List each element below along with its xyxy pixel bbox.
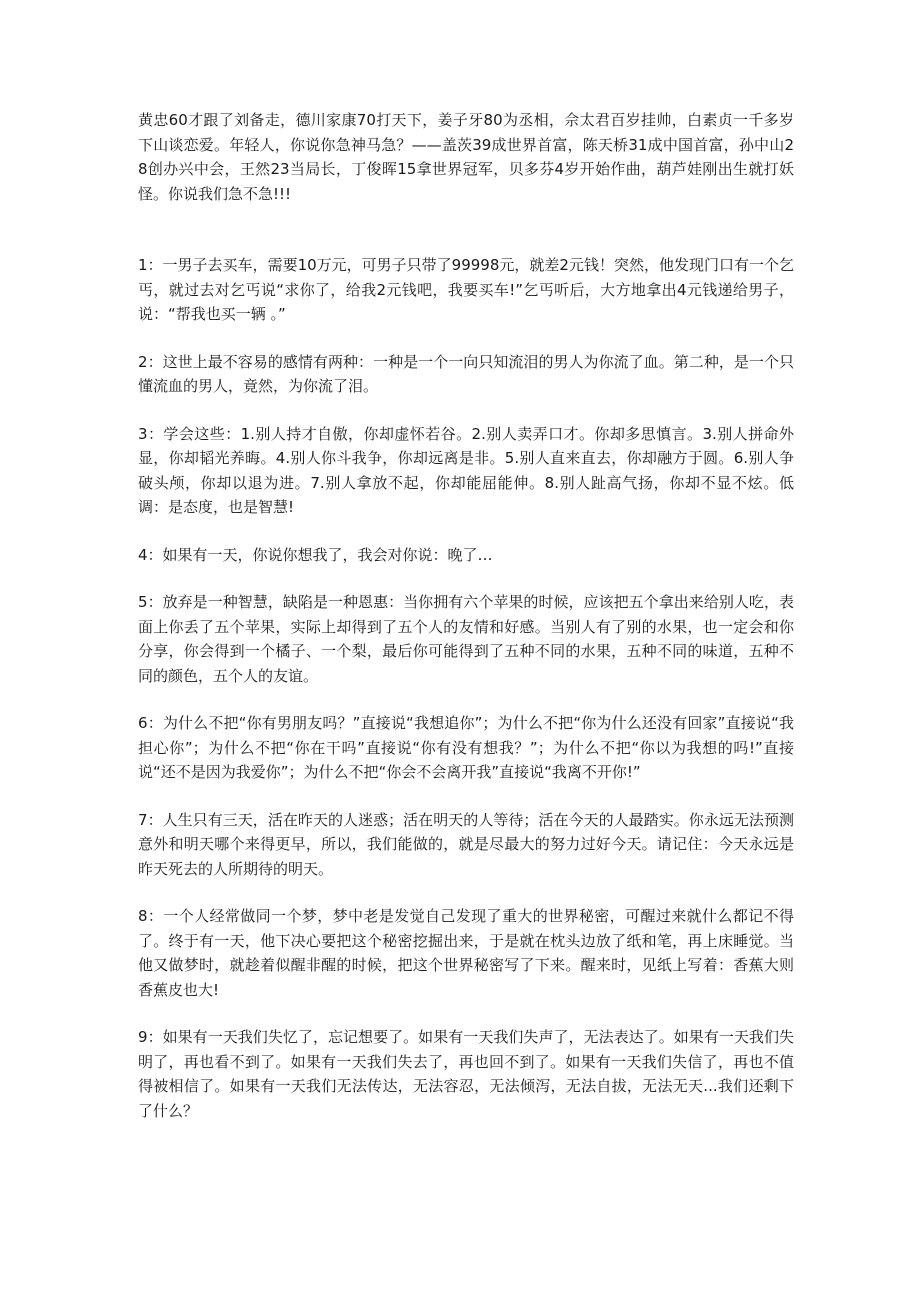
paragraph-1: 1：一男子去买车，需要10万元，可男子只带了99998元，就差2元钱！突然，他发现门口有一个乞丐，就过去对乞丐说“求你了，给我2元钱吧，我要买车!”乞丐听后，大方地拿出4元钱递给男子，说：“帮我也买一辆 。” (138, 256, 794, 323)
paragraph-5: 5：放弃是一种智慧，缺陷是一种恩惠：当你拥有六个苹果的时候，应该把五个拿出来给别人吃，表面上你丢了五个苹果，实际上却得到了五个人的友情和好感。当别人有了别的水果，也一定会和你分享，你会得到一个橘子、一个梨，最后你可能得到了五种不同的水果，五种不同的味道，五种不同的颜色，五个人的友谊。 (138, 593, 794, 685)
paragraph-3: 3：学会这些：1.别人持才自傲，你却虚怀若谷。2.别人卖弄口才。你却多思慎言。3.别人拼命外显，你却韬光养晦。4.别人你斗我争，你却远离是非。5.别人直来直去，你却融方于圆。6.别人争破头颅，你却以退为进。7.别人拿放不起，你却能屈能伸。8.别人趾高气扬，你却不显不炫。低调：是态度，也是智慧! (138, 424, 794, 516)
paragraph-8: 8：一个人经常做同一个梦，梦中老是发觉自己发现了重大的世界秘密，可醒过来就什么都记不得了。终于有一天，他下决心要把这个秘密挖掘出来，于是就在枕头边放了纸和笔，再上床睡觉。当他又做梦时，就趁着似醒非醒的时候，把这个世界秘密写了下来。醒来时，见纸上写着：香蕉大则香蕉皮也大! (138, 907, 794, 999)
paragraph-4: 4：如果有一天，你说你想我了，我会对你说：晚了… (138, 545, 493, 564)
paragraph-9: 9：如果有一天我们失忆了，忘记想要了。如果有一天我们失声了，无法表达了。如果有一天我们失明了，再也看不到了。如果有一天我们失去了，再也回不到了。如果有一天我们失信了，再也不值得被相信了。如果有一天我们无法传达，无法容忍，无法倾泻，无法自拔，无法无天...我们还剩下了什么？ (138, 1028, 794, 1120)
paragraph-6: 6：为什么不把“你有男朋友吗？”直接说“我想追你”；为什么不把“你为什么还没有回家”直接说“我担心你”；为什么不把“你在干吗”直接说“你有没有想我？”；为什么不把“你以为我想的吗!”直接说“还不是因为我爱你”；为什么不把“你会不会离开我”直接说“我离不开你!” (138, 714, 794, 781)
intro-paragraph: 黄忠60才跟了刘备走，德川家康70打天下，姜子牙80为丞相，佘太君百岁挂帅，白素贞一千多岁下山谈恋爱。年轻人，你说你急神马急？——盖茨39成世界首富，陈天桥31成中国首富，孙中山28创办兴中会，王然23当局长，丁俊晖15拿世界冠军，贝多芬4岁开始作曲，葫芦娃刚出生就打妖怪。你说我们急不急!!! (138, 111, 794, 203)
document-page (138, 108, 794, 1146)
paragraph-7: 7：人生只有三天，活在昨天的人迷惑；活在明天的人等待；活在今天的人最踏实。你永远无法预测意外和明天哪个来得更早，所以，我们能做的，就是尽最大的努力过好今天。请记住：今天永远是昨天死去的人所期待的明天。 (138, 810, 794, 878)
paragraph-2: 2：这世上最不容易的感情有两种：一种是一个一向只知流泪的男人为你流了血。第二种，是一个只懂流血的男人，竟然，为你流了泪。 (138, 352, 794, 395)
